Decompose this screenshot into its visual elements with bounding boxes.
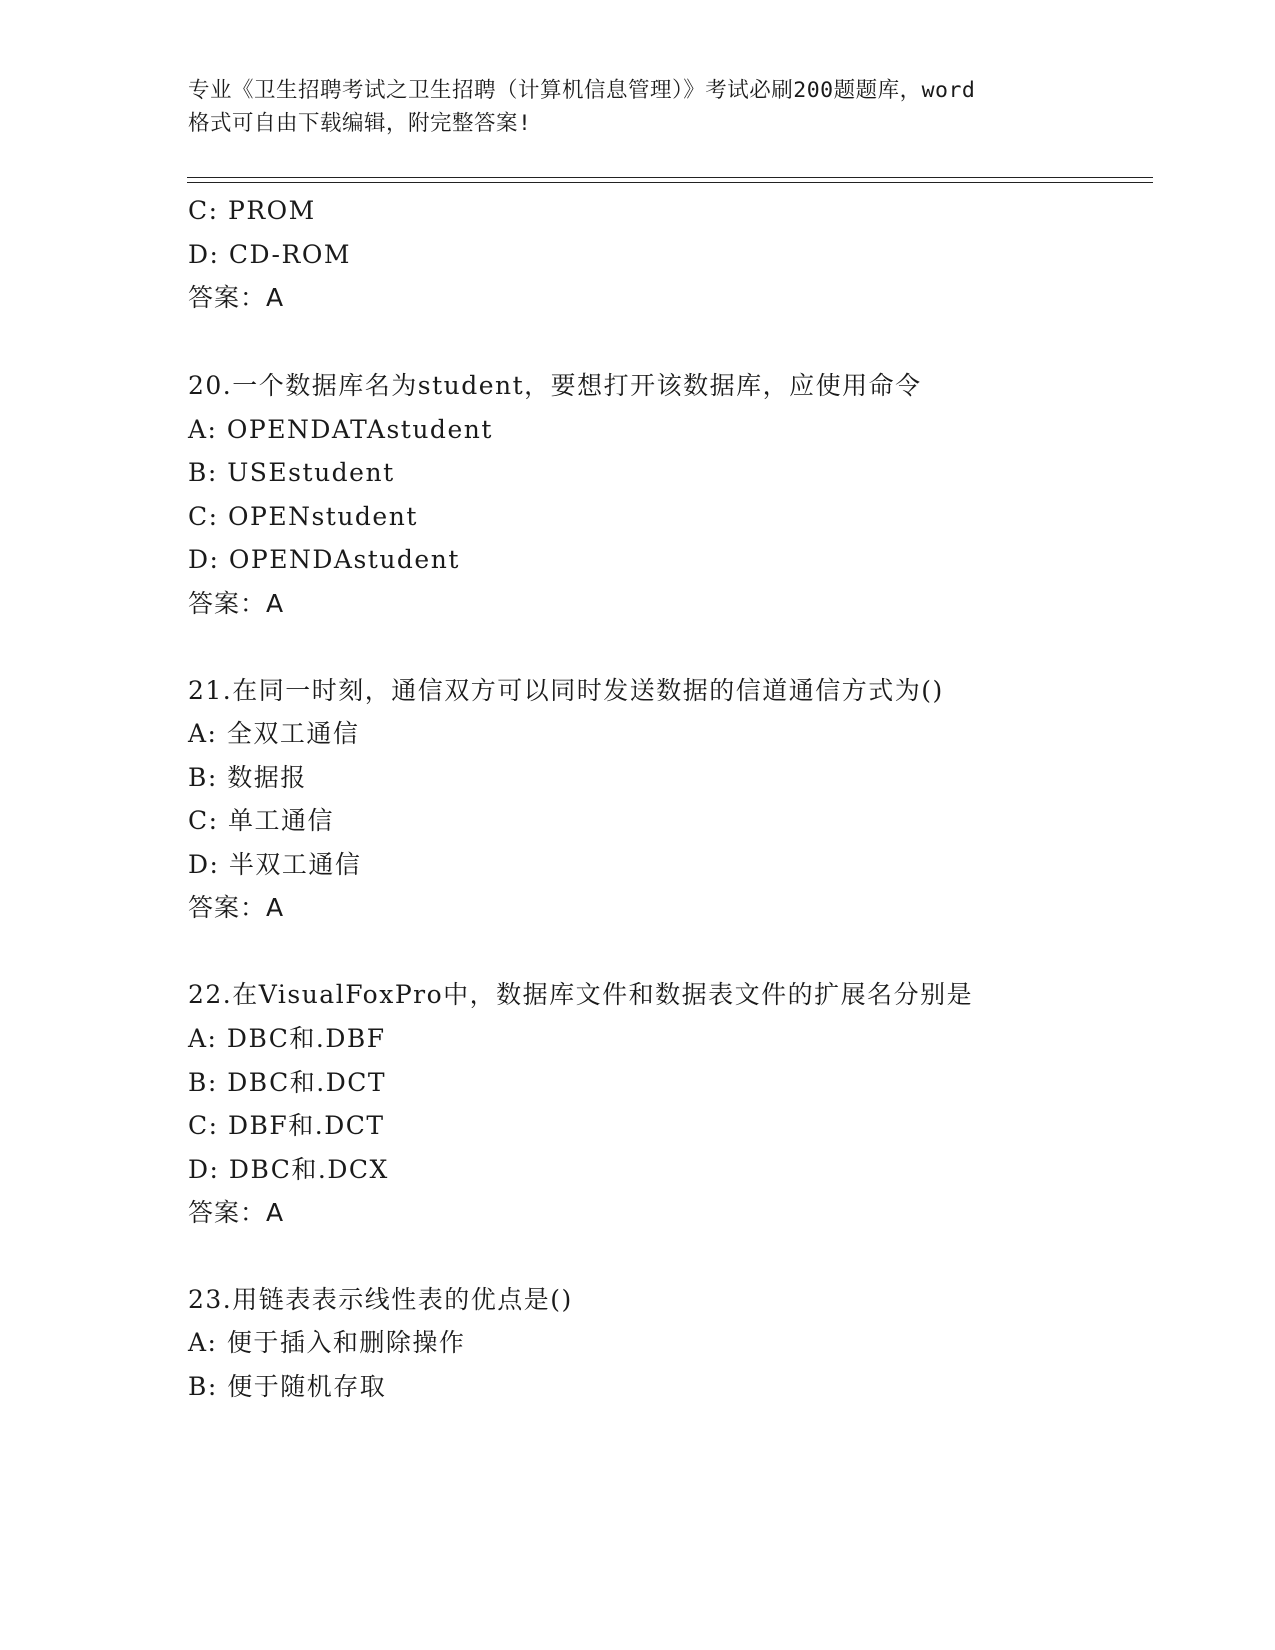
header-divider-bottom — [187, 182, 1153, 183]
answer-line: 答案：A — [188, 893, 285, 922]
option-line: C: PROM — [188, 196, 316, 225]
question-line: 20.一个数据库名为student，要想打开该数据库，应使用命令 — [188, 371, 922, 400]
option-line: B: 便于随机存取 — [188, 1372, 387, 1401]
option-line: D: DBC和.DCX — [188, 1155, 389, 1184]
page-header — [188, 74, 1088, 140]
question-line: 23.用链表表示线性表的优点是() — [188, 1285, 573, 1314]
answer-line: 答案：A — [188, 1198, 285, 1227]
option-line: A: DBC和.DBF — [188, 1024, 386, 1053]
option-line: C: DBF和.DCT — [188, 1111, 385, 1140]
option-line: B: 数据报 — [188, 763, 307, 792]
option-line: C: 单工通信 — [188, 806, 334, 835]
option-line: D: OPENDAstudent — [188, 545, 460, 574]
option-line: C: OPENstudent — [188, 502, 418, 531]
option-line: A: 全双工通信 — [188, 719, 360, 748]
answer-line: 答案：A — [188, 283, 285, 312]
question-line: 22.在VisualFoxPro中，数据库文件和数据表文件的扩展名分别是 — [188, 980, 974, 1009]
header-divider-top — [187, 177, 1153, 178]
answer-line: 答案：A — [188, 589, 285, 618]
header-title-line-2: 格式可自由下载编辑，附完整答案! — [188, 111, 532, 136]
option-line: D: 半双工通信 — [188, 850, 362, 879]
option-line: A: 便于插入和删除操作 — [188, 1328, 466, 1357]
option-line: A: OPENDATAstudent — [188, 415, 493, 444]
option-line: B: USEstudent — [188, 458, 395, 487]
question-line: 21.在同一时刻，通信双方可以同时发送数据的信道通信方式为() — [188, 676, 944, 705]
option-line: D: CD-ROM — [188, 240, 351, 269]
header-title-line-1: 专业《卫生招聘考试之卫生招聘（计算机信息管理）》考试必刷200题题库，word — [188, 78, 976, 103]
option-line: B: DBC和.DCT — [188, 1068, 387, 1097]
